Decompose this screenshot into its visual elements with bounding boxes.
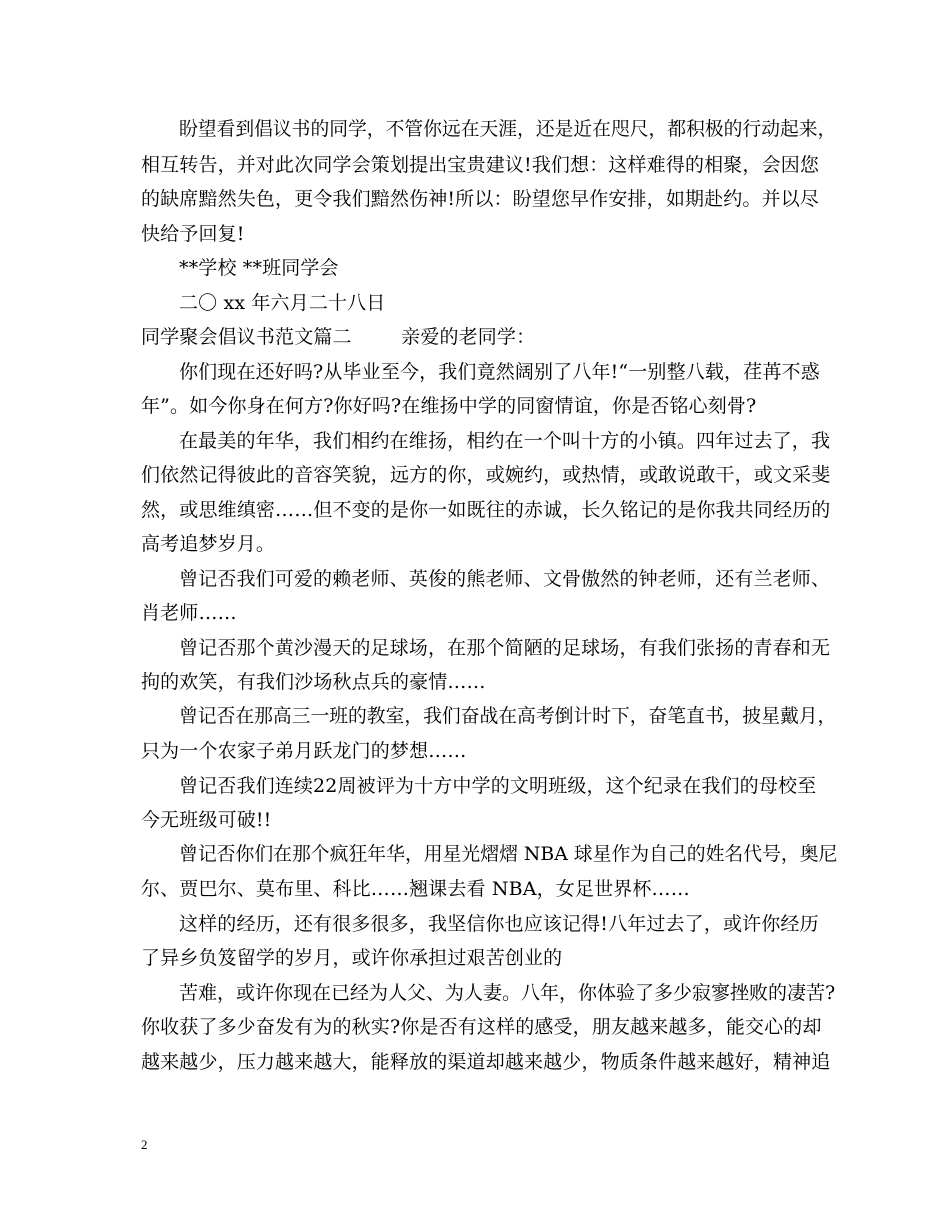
text-line: 这样的经历，还有很多很多，我坚信你也应该记得!八年过去了，或许你经历 [179, 912, 819, 935]
text-line: 然，或思维缜密……但不变的是你一如既往的赤诚，长久铭记的是你我共同经历的 [141, 498, 831, 521]
text-line: 同学聚会倡议书范文篇二 亲爱的老同学： [141, 326, 536, 348]
text-line: 相互转告，并对此次同学会策划提出宝贵建议!我们想：这样难得的相聚，会因您 [141, 153, 820, 176]
document-body [141, 113, 837, 1079]
page-number: 2 [141, 1137, 148, 1152]
text-line: 高考追梦岁月。 [141, 533, 276, 555]
text-line: 你收获了多少奋发有为的秋实?你是否有这样的感受，朋友越来越多，能交心的却 [141, 1016, 822, 1038]
text-line: 越来越少，压力越来越大，能释放的渠道却越来越少，物质条件越来越好，精神追 [141, 1050, 831, 1073]
text-line: 尔、贾巴尔、莫布里、科比……翘课去看 NBA，女足世界杯…… [141, 878, 690, 900]
text-line: 盼望看到倡议书的同学，不管你远在天涯，还是近在咫尺，都积极的行动起来， [179, 119, 837, 140]
text-line: **学校 **班同学会 [179, 257, 339, 279]
text-line: 了异乡负笈留学的岁月，或许你承担过艰苦创业的 [141, 947, 563, 969]
text-line: 快给予回复! [141, 222, 245, 245]
text-line: 曾记否我们连续22周被评为十方中学的文明班级，这个纪录在我们的母校至 [179, 774, 817, 797]
text-line: 曾记否那个黄沙漫天的足球场，在那个简陋的足球场，有我们张扬的青春和无 [179, 636, 831, 659]
text-line: 曾记否你们在那个疯狂年华，用星光熠熠 NBA 球星作为自己的姓名代号，奥尼 [179, 843, 838, 865]
text-line: 只为一个农家子弟月跃龙门的梦想…… [141, 740, 467, 762]
text-line: 曾记否我们可爱的赖老师、英俊的熊老师、文骨傲然的钟老师，还有兰老师、 [179, 567, 831, 590]
text-line: 在最美的年华，我们相约在维扬，相约在一个叫十方的小镇。四年过去了，我 [179, 429, 831, 452]
text-line: 曾记否在那高三一班的教室，我们奋战在高考倒计时下，奋笔直书，披星戴月， [179, 705, 837, 727]
text-line: 年”。如今你身在何方?你好吗?在维扬中学的同窗情谊，你是否铭心刻骨? [141, 395, 757, 417]
text-line: 二〇 xx 年六月二十八日 [179, 291, 386, 314]
text-line: 今无班级可破!! [141, 809, 272, 831]
text-line: 们依然记得彼此的音容笑貌，远方的你，或婉约，或热情，或敢说敢干，或文采斐 [141, 464, 831, 486]
text-line: 拘的欢笑，有我们沙场秋点兵的豪情…… [141, 671, 486, 693]
text-line: 你们现在还好吗?从毕业至今，我们竟然阔别了八年!“一别整八载，荏苒不惑 [179, 360, 820, 383]
text-line: 肖老师…… [141, 602, 237, 624]
text-line: 苦难，或许你现在已经为人父、为人妻。八年，你体验了多少寂寥挫败的凄苦? [179, 981, 836, 1004]
text-line: 的缺席黯然失色，更令我们黯然伤神!所以：盼望您早作安排，如期赴约。并以尽 [141, 188, 820, 210]
